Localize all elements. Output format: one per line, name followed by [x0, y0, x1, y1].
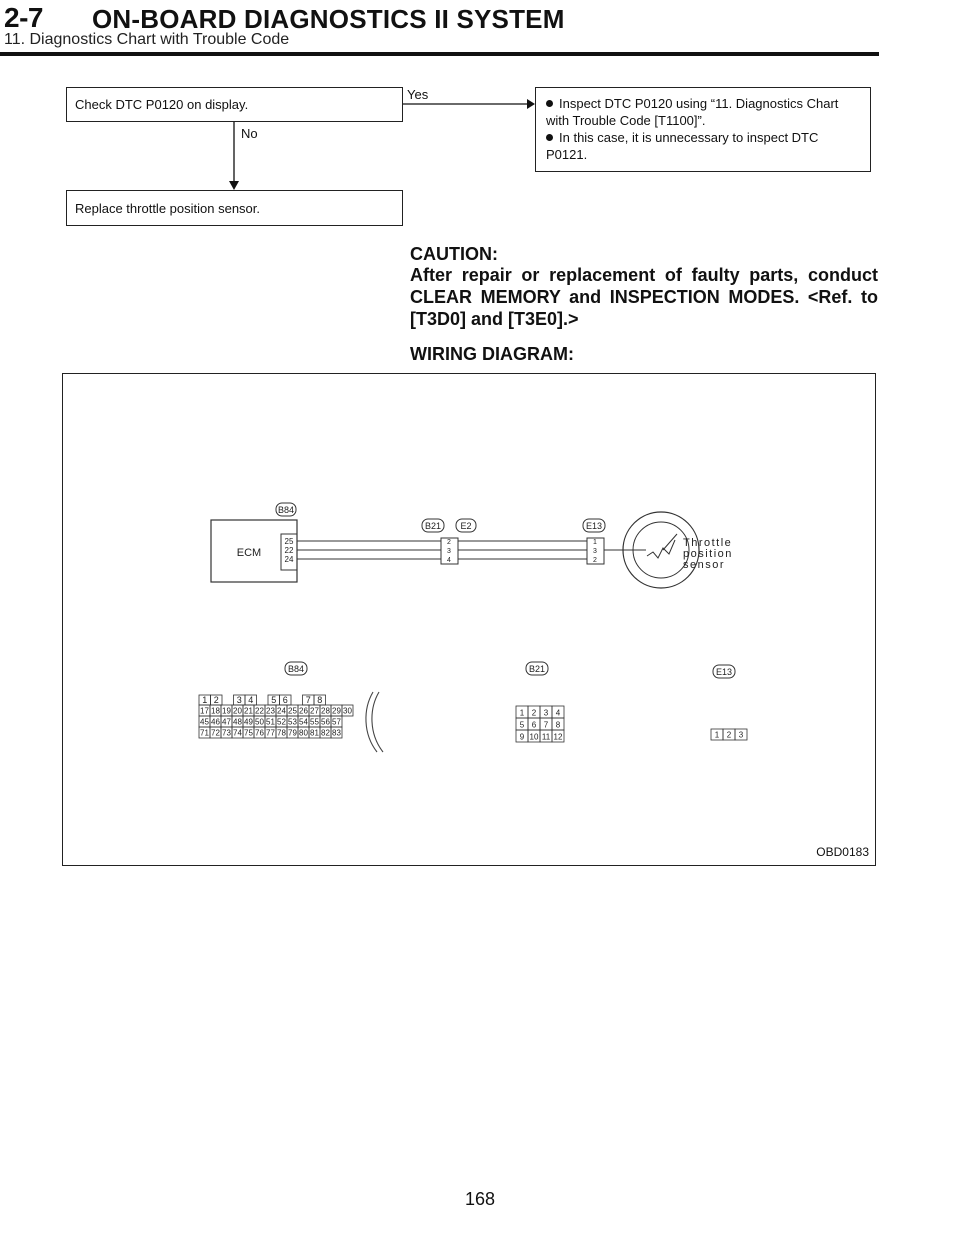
connector-view-b21: [516, 706, 564, 742]
tag-e2: E2: [460, 521, 472, 531]
tag-b21: B21: [424, 521, 442, 531]
ecm-pin-2: 22: [284, 546, 294, 555]
b84-pin: 6: [282, 695, 288, 705]
section-number: 2-7: [4, 2, 43, 33]
tag-e13: E13: [585, 521, 603, 531]
sensor-label-line-3: sensor: [683, 559, 726, 571]
mid-pin-3: 4: [447, 557, 451, 564]
b84-pin: 73: [222, 728, 231, 738]
ecm-label: ECM: [236, 547, 262, 559]
b84-pin: 52: [277, 717, 286, 727]
b21-pin: 5: [519, 720, 525, 730]
b84-pin: 50: [255, 717, 264, 727]
sensor-label-line-1: Throttle: [683, 537, 733, 549]
b84-pin: 79: [288, 728, 297, 738]
b21-pin: 9: [519, 732, 525, 742]
e13-pin: 2: [726, 730, 732, 740]
b84-pin: 5: [271, 695, 277, 705]
wiring-diagram-svg: [63, 374, 874, 864]
b84-pin: 1: [202, 695, 208, 705]
wiring-diagram-heading: WIRING DIAGRAM:: [410, 344, 574, 364]
sensor-resistor-icon: [647, 540, 675, 558]
b84-pin: 57: [332, 717, 341, 727]
sensor-wiper-icon: [663, 534, 677, 550]
b84-pin: 26: [299, 706, 308, 716]
yes-label: Yes: [407, 87, 429, 102]
b84-pin: 78: [277, 728, 286, 738]
check-dtc-box: [66, 87, 403, 122]
b84-cell: [257, 695, 269, 705]
b84-pin: 7: [305, 695, 311, 705]
b21-pin: 10: [529, 732, 539, 742]
b21-pin: 1: [519, 708, 525, 718]
no-label: No: [241, 126, 258, 141]
b84-pin: 3: [236, 695, 242, 705]
b84-pin: 81: [310, 728, 319, 738]
b84-pin: 18: [211, 706, 220, 716]
sensor-label-line-2: position: [683, 548, 733, 560]
bullet-icon: [546, 134, 553, 141]
b21-pin: 11: [541, 732, 551, 742]
ecm-pin-1: 25: [284, 537, 294, 546]
b84-pin: 49: [244, 717, 253, 727]
b84-pin: 71: [200, 728, 209, 738]
b84-pin: 19: [222, 706, 231, 716]
b84-cell: [291, 695, 303, 705]
b84-pin: 27: [310, 706, 319, 716]
section-title: ON-BOARD DIAGNOSTICS II SYSTEM: [92, 4, 565, 34]
b84-pin: 75: [244, 728, 253, 738]
tag-b84: B84: [277, 505, 295, 515]
sensor-pin-2: 3: [593, 548, 597, 555]
b84-pin: 51: [266, 717, 275, 727]
view-e13-tag: E13: [715, 667, 733, 677]
b84-pin: 77: [266, 728, 275, 738]
replace-sensor-text: Replace throttle position sensor.: [75, 201, 260, 216]
e13-pin: 3: [738, 730, 744, 740]
b84-pin: 72: [211, 728, 220, 738]
caution-heading: CAUTION:: [410, 244, 498, 264]
b21-pin: 2: [531, 708, 537, 718]
caution-text: After repair or replacement of faulty parts, conduct CLEAR MEMORY and INSPECTION MODES. <Ref. to [T3D0] and [T3E0].>: [410, 265, 878, 329]
bullet-icon: [546, 100, 553, 107]
mid-pin-2: 3: [447, 548, 451, 555]
inspect-item-2: In this case, it is unnecessary to inspect DTC P0121.: [546, 130, 819, 162]
sensor-pin-1: 1: [593, 539, 597, 546]
b84-pin: 56: [321, 717, 330, 727]
b84-pin: 53: [288, 717, 297, 727]
b21-pin: 12: [553, 732, 563, 742]
b84-pin: 83: [332, 728, 341, 738]
figure-code: OBD0183: [816, 845, 869, 859]
b21-pin: 6: [531, 720, 537, 730]
mid-pin-1: 2: [447, 539, 451, 546]
view-b84-tag: B84: [287, 664, 305, 674]
b84-pin: 80: [299, 728, 308, 738]
b84-pin: 45: [200, 717, 209, 727]
b84-pin: 25: [288, 706, 297, 716]
b84-pin: 4: [248, 695, 254, 705]
b84-pin: 76: [255, 728, 264, 738]
b84-pin: 54: [299, 717, 308, 727]
b84-pin: 46: [211, 717, 220, 727]
page-number: 168: [464, 1189, 496, 1209]
yes-arrow-head: [527, 99, 535, 109]
b84-pin: 23: [266, 706, 275, 716]
b84-pin: 28: [321, 706, 330, 716]
b84-pin: 20: [233, 706, 242, 716]
connector-view-e13: [711, 729, 747, 740]
inspect-item-1: Inspect DTC P0120 using “11. Diagnostics Chart with Trouble Code [T1100]”.: [546, 96, 839, 128]
wiring-diagram-frame: [62, 373, 876, 866]
b84-pin: 21: [244, 706, 253, 716]
b21-pin: 4: [555, 708, 561, 718]
view-b21-tag: B21: [528, 664, 546, 674]
b84-pin: 29: [332, 706, 341, 716]
sensor-pin-3: 2: [593, 557, 597, 564]
b21-pin: 7: [543, 720, 549, 730]
b84-pin: 17: [200, 706, 209, 716]
b84-pin: 47: [222, 717, 231, 727]
b84-pin: 82: [321, 728, 330, 738]
b84-pin: 2: [213, 695, 219, 705]
b84-pin: 22: [255, 706, 264, 716]
b84-pin: 24: [277, 706, 286, 716]
subsection-title: 11. Diagnostics Chart with Trouble Code: [4, 31, 290, 48]
inspect-dtc-box: [535, 87, 871, 172]
check-dtc-text: Check DTC P0120 on display.: [75, 97, 249, 112]
e13-pin: 1: [714, 730, 720, 740]
ecm-pin-3: 24: [284, 555, 294, 564]
b21-pin: 3: [543, 708, 549, 718]
b84-pin: 74: [233, 728, 242, 738]
b84-pin: 8: [317, 695, 323, 705]
b84-pin: 55: [310, 717, 319, 727]
connector-view-b84: [199, 695, 353, 738]
b21-pin: 8: [555, 720, 561, 730]
harness-curve-2: [372, 692, 383, 752]
b84-pin: 30: [343, 706, 352, 716]
no-arrow-head: [229, 181, 239, 190]
b84-pin: 48: [233, 717, 242, 727]
b84-cell: [222, 695, 234, 705]
replace-sensor-box: [66, 190, 403, 226]
